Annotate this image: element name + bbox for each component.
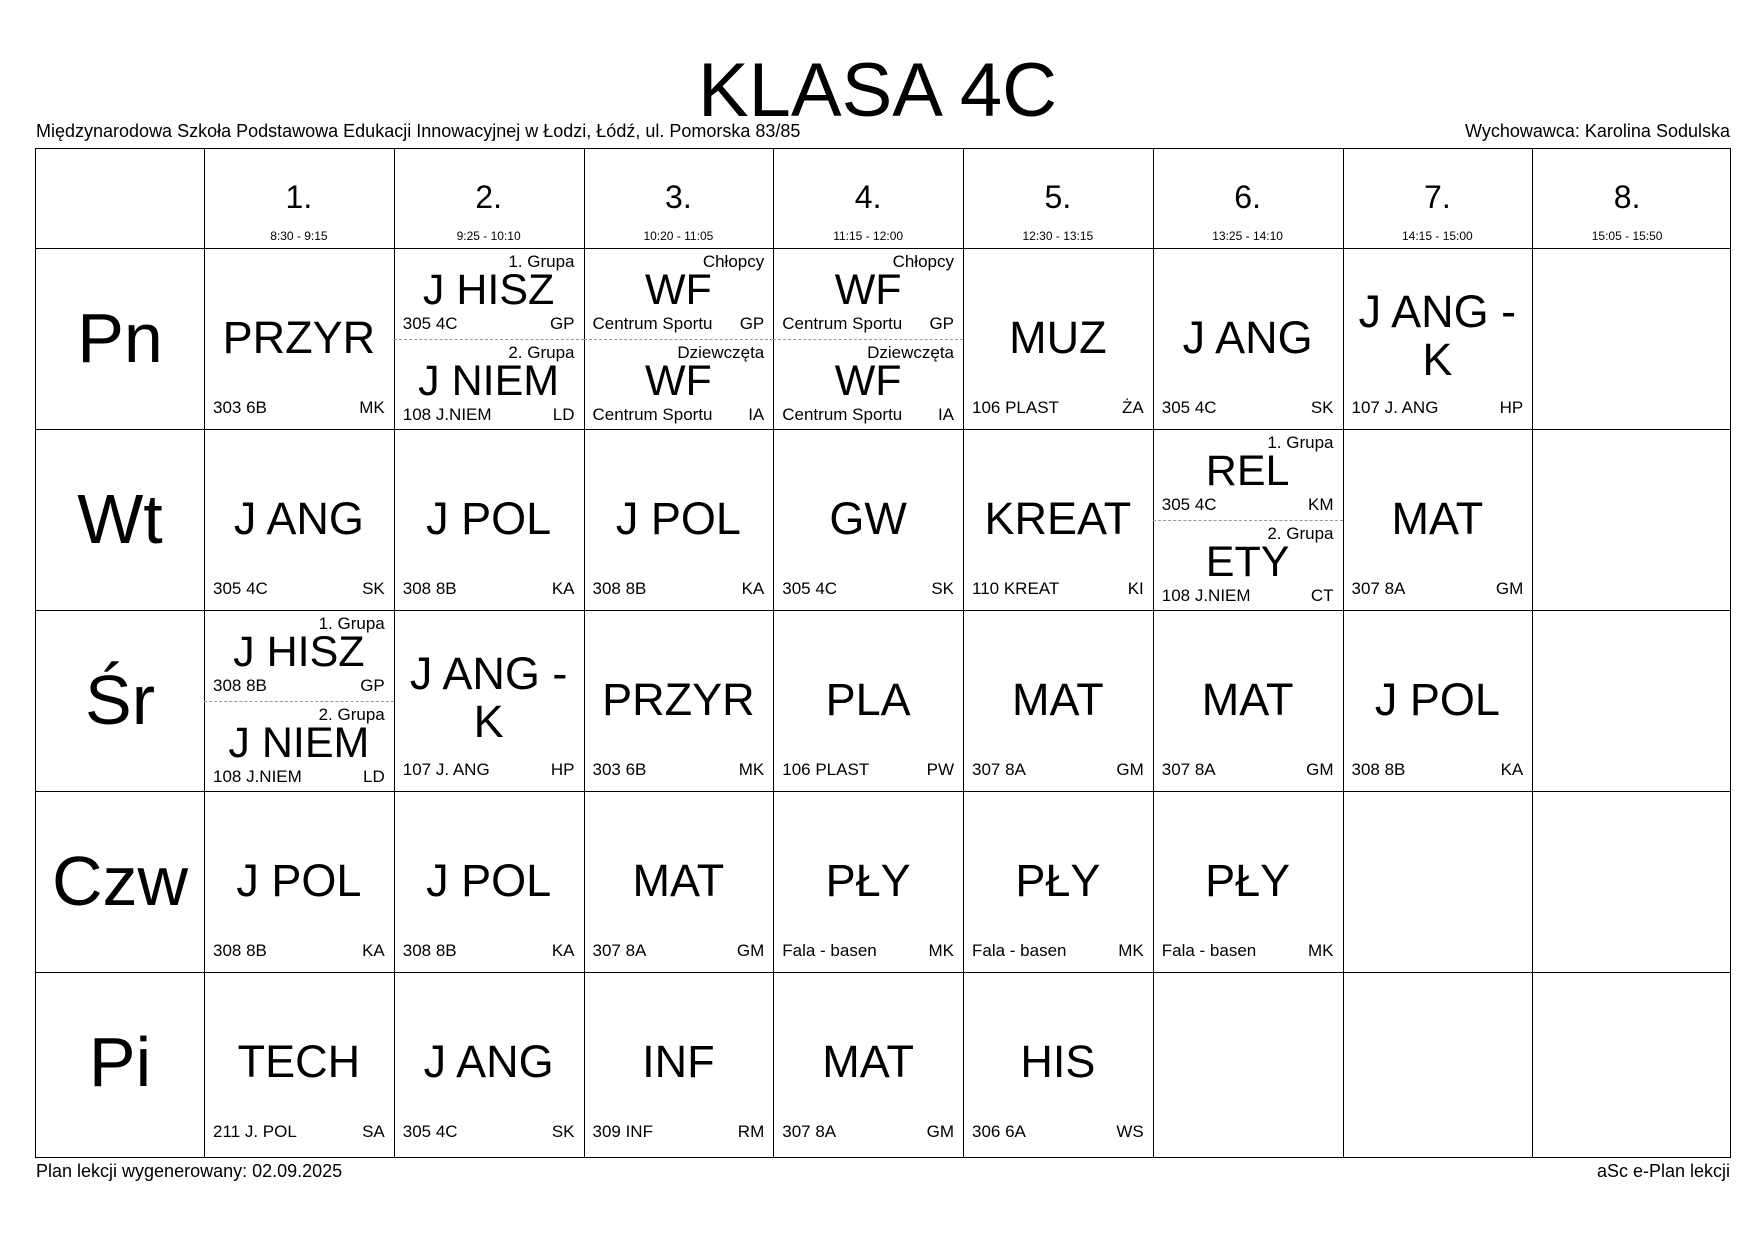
room: 307 8A (1351, 579, 1406, 598)
subject: MAT (1012, 674, 1104, 725)
subject: ETY (1205, 537, 1290, 586)
teacher-code: RM (737, 1122, 765, 1141)
teacher-code: PW (926, 760, 954, 779)
period-header (1532, 149, 1722, 248)
room: 308 8B (213, 941, 267, 960)
subject-line-2: K (1422, 334, 1453, 385)
room: 108 J.NIEM (1161, 585, 1251, 605)
room: 305 4C (1161, 495, 1217, 514)
lesson-cell (963, 429, 1153, 610)
period-number: 6. (1234, 179, 1261, 215)
period-number: 3. (665, 179, 692, 215)
room: Centrum Sportu (592, 404, 713, 424)
lesson-cell (963, 248, 1153, 429)
room: 307 8A (1161, 760, 1216, 779)
room: 106 PLAST (972, 398, 1059, 417)
lesson-cell (584, 610, 774, 791)
room: 107 J. ANG (402, 760, 490, 779)
lesson-cell (584, 248, 774, 429)
lesson-cell (204, 791, 394, 972)
room: 108 J.NIEM (213, 766, 302, 786)
day-name: Wt (77, 480, 163, 558)
room: 307 8A (782, 1122, 837, 1141)
lesson-cell (204, 248, 394, 429)
period-header (584, 149, 774, 248)
lesson-cell (773, 972, 963, 1153)
teacher-code: HP (1499, 398, 1524, 417)
lesson-cell (584, 429, 774, 610)
teacher-code: KM (1308, 495, 1334, 514)
group-label: 2. Grupa (508, 342, 575, 362)
group-divider (1153, 520, 1343, 521)
teacher-code: KA (551, 941, 575, 960)
teacher-code: GP (549, 314, 575, 333)
subject: PŁY (825, 855, 911, 906)
period-time: 12:30 - 13:15 (1022, 229, 1094, 243)
period-time: 11:15 - 12:00 (833, 229, 904, 243)
lesson-cell (204, 972, 394, 1153)
room: 305 4C (402, 314, 458, 333)
timetable-grid (35, 148, 1731, 1158)
teacher-code: IA (748, 404, 765, 424)
day-name: Czw (51, 842, 189, 920)
subject: J ANG - (1358, 286, 1517, 337)
subject: WF (834, 356, 902, 405)
lesson-cell (204, 610, 394, 791)
subject: TECH (237, 1036, 361, 1087)
subject: PLA (825, 674, 911, 725)
teacher-code: GM (1306, 760, 1334, 779)
teacher-code: KA (741, 579, 765, 598)
generated-date: Plan lekcji wygenerowany: 02.09.2025 (36, 1161, 343, 1181)
room: 308 8B (402, 579, 457, 598)
period-number: 2. (475, 179, 502, 215)
group-label: Dziewczęta (677, 342, 765, 362)
room: 305 4C (213, 579, 268, 598)
teacher-code: LD (363, 766, 385, 786)
day-name: Pi (88, 1023, 152, 1101)
subject: PRZYR (222, 312, 376, 363)
teacher-code: MK (1308, 941, 1334, 960)
group-label: 1. Grupa (318, 614, 385, 633)
teacher-code: GP (739, 314, 765, 333)
teacher-code: MK (738, 760, 765, 779)
group-label: Chłopcy (702, 252, 765, 271)
teacher-code: SA (362, 1122, 385, 1141)
period-header (773, 149, 963, 248)
period-time: 15:05 - 15:50 (1591, 229, 1663, 243)
grid-vline (1532, 149, 1533, 1157)
group-label: 1. Grupa (1267, 433, 1334, 452)
teacher-code: SK (931, 579, 954, 598)
period-time: 14:15 - 15:00 (1402, 229, 1473, 243)
period-header (204, 149, 394, 248)
subject: WF (834, 266, 902, 314)
room: Fala - basen (972, 941, 1067, 960)
teacher-code: CT (1310, 585, 1334, 605)
teacher-code: IA (937, 404, 954, 424)
room: 211 J. POL (213, 1122, 297, 1141)
page-title: KLASA 4C (697, 48, 1058, 133)
period-header (963, 149, 1153, 248)
lesson-cell (394, 610, 584, 791)
subject: J ANG (1182, 312, 1313, 363)
room: 307 8A (592, 941, 647, 960)
teacher-code: GP (929, 314, 954, 333)
lesson-cell (1153, 791, 1343, 972)
group-label: 2. Grupa (318, 704, 385, 724)
room: 309 INF (592, 1122, 653, 1141)
subject: J POL (615, 493, 741, 544)
subject: J ANG (423, 1036, 554, 1087)
room: 308 8B (1351, 760, 1406, 779)
lesson-cell (584, 972, 774, 1153)
subject: J NIEM (228, 718, 370, 767)
subject: J POL (1374, 674, 1500, 725)
lesson-cell (1153, 610, 1343, 791)
lesson-cell (1153, 429, 1343, 610)
teacher-code: KA (362, 941, 385, 960)
lesson-cell (1343, 248, 1533, 429)
subject: PRZYR (602, 674, 755, 725)
subject: REL (1205, 447, 1290, 495)
period-header (1153, 149, 1343, 248)
lesson-cell (773, 791, 963, 972)
day-name: Śr (85, 661, 155, 739)
subject: HIS (1020, 1036, 1096, 1087)
group-label: 1. Grupa (508, 252, 575, 271)
subject: MAT (822, 1036, 914, 1087)
subject: J POL (426, 855, 552, 906)
lesson-cell (773, 248, 963, 429)
subject: J NIEM (418, 356, 560, 405)
period-number: 8. (1613, 179, 1641, 215)
subject: GW (829, 493, 907, 544)
room: 110 KREAT (972, 579, 1060, 598)
group-divider (773, 339, 963, 340)
room: 305 4C (402, 1122, 458, 1141)
subject: MUZ (1009, 312, 1107, 363)
period-number: 1. (285, 179, 313, 215)
teacher-code: MK (928, 941, 954, 960)
subject: WF (644, 356, 712, 405)
room: 308 8B (213, 676, 267, 695)
subject: PŁY (1205, 855, 1291, 906)
teacher-code: KA (551, 579, 575, 598)
lesson-cell (204, 429, 394, 610)
period-header (1343, 149, 1533, 248)
lesson-cell (963, 791, 1153, 972)
room: Centrum Sportu (782, 404, 903, 424)
group-label: Chłopcy (892, 252, 954, 271)
lesson-cell (394, 429, 584, 610)
subject: MAT (1391, 493, 1484, 544)
lesson-cell (584, 791, 774, 972)
group-divider (584, 339, 774, 340)
subject: WF (644, 266, 712, 314)
room: 108 J.NIEM (402, 404, 492, 424)
room: 305 4C (782, 579, 838, 598)
subject: PŁY (1015, 855, 1101, 906)
subject: J POL (426, 493, 552, 544)
teacher-code: SK (362, 579, 385, 598)
room: 305 4C (1161, 398, 1217, 417)
teacher-code: MK (359, 398, 385, 417)
room: 308 8B (402, 941, 457, 960)
group-divider (204, 701, 394, 702)
room: 107 J. ANG (1351, 398, 1439, 417)
lesson-cell (773, 610, 963, 791)
subject: J HISZ (233, 628, 365, 676)
day-name: Pn (77, 299, 163, 377)
teacher-code: ŻA (1122, 398, 1144, 417)
lesson-cell (1343, 610, 1533, 791)
room: Fala - basen (782, 941, 877, 960)
teacher-code: WS (1116, 1122, 1144, 1141)
subject: J POL (236, 855, 362, 906)
room: 307 8A (972, 760, 1026, 779)
subject: MAT (632, 855, 725, 906)
subject: INF (642, 1036, 715, 1087)
period-time: 13:25 - 14:10 (1212, 229, 1283, 243)
room: 303 6B (213, 398, 267, 417)
room: Centrum Sportu (592, 314, 713, 333)
period-number: 7. (1424, 179, 1451, 215)
school-name: Międzynarodowa Szkoła Podstawowa Edukacji Innowacyjnej w Łodzi, Łódź, ul. Pomorska 83/85 (36, 121, 801, 141)
teacher-code: SK (551, 1122, 575, 1141)
period-header (394, 149, 584, 248)
lesson-cell (773, 429, 963, 610)
class-teacher: Wychowawca: Karolina Sodulska (1465, 121, 1730, 141)
room: 308 8B (592, 579, 647, 598)
subject: J ANG - (409, 648, 568, 699)
teacher-code: GM (926, 1122, 954, 1141)
room: Fala - basen (1161, 941, 1257, 960)
group-label: 2. Grupa (1267, 523, 1334, 543)
subject: J HISZ (422, 266, 555, 314)
teacher-code: MK (1118, 941, 1144, 960)
lesson-cell (394, 248, 584, 429)
period-time: 9:25 - 10:10 (456, 229, 521, 243)
teacher-code: GP (360, 676, 385, 695)
group-divider (394, 339, 584, 340)
teacher-code: GM (1116, 760, 1144, 779)
period-number: 5. (1044, 179, 1072, 215)
teacher-code: GM (736, 941, 765, 960)
subject: MAT (1201, 674, 1294, 725)
teacher-code: SK (1310, 398, 1334, 417)
lesson-cell (1153, 248, 1343, 429)
teacher-code: HP (550, 760, 575, 779)
teacher-code: KI (1127, 579, 1144, 598)
app-credit: aSc e-Plan lekcji (1596, 1161, 1730, 1181)
lesson-cell (394, 972, 584, 1153)
lesson-cell (394, 791, 584, 972)
room: 106 PLAST (782, 760, 870, 779)
subject: J ANG (233, 493, 364, 544)
lesson-cell (963, 610, 1153, 791)
lesson-cell (963, 972, 1153, 1153)
teacher-code: LD (552, 404, 575, 424)
teacher-code: KA (1500, 760, 1524, 779)
room: 303 6B (592, 760, 647, 779)
period-time: 8:30 - 9:15 (270, 229, 328, 243)
room: Centrum Sportu (782, 314, 903, 333)
teacher-code: GM (1495, 579, 1524, 598)
subject: KREAT (984, 493, 1132, 544)
lesson-cell (1343, 429, 1533, 610)
group-label: Dziewczęta (867, 342, 954, 362)
period-time: 10:20 - 11:05 (643, 229, 714, 243)
period-number: 4. (854, 179, 882, 215)
subject-line-2: K (473, 696, 504, 747)
room: 306 6A (972, 1122, 1026, 1141)
